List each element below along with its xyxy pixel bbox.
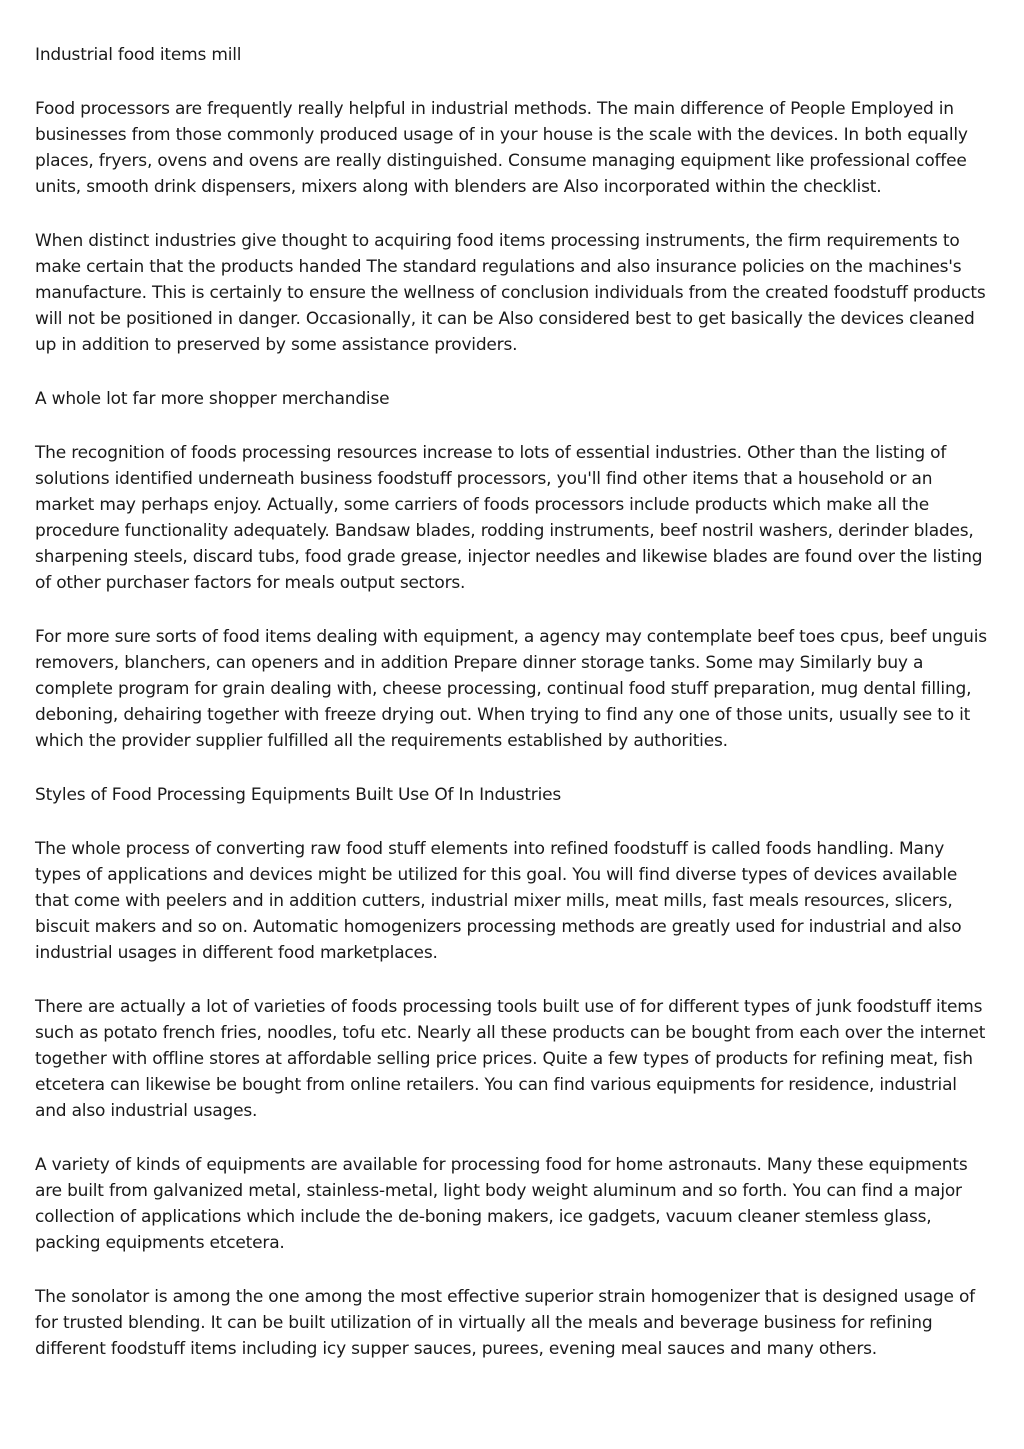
- section-heading: Styles of Food Processing Equipments Built Use Of In Industries: [35, 785, 562, 805]
- paragraph: When distinct industries give thought to acquiring food items processing instruments, the firm requirements to make certain that the products handed The standard regulations and also insurance policies on the machines's manufacture. This is certainly to ensure the wellness of conclusion individuals from the created foodstuff products will not be positioned in danger. Occasionally, it can be Also considered best to get basically the devices cleaned up in addition to preserved by some assistance providers.: [35, 231, 986, 355]
- paragraph: The whole process of converting raw food stuff elements into refined foodstuff is called foods handling. Many types of applications and devices might be utilized for this goal. You will find diverse types of devices available that come with peelers and in addition cutters, industrial mixer mills, meat mills, fast meals resources, slicers, biscuit makers and so on. Automatic homogenizers processing methods are greatly used for industrial and also industrial usages in different food marketplaces.: [35, 839, 962, 963]
- paragraph: There are actually a lot of varieties of foods processing tools built use of for different types of junk foodstuff items such as potato french fries, noodles, tofu etc. Nearly all these products can be bought from each over the internet together with offline stores at affordable selling price prices. Quite a few types of products for refining meat, fish etcetera can likewise be bought from online retailers. You can find various equipments for residence, industrial and also industrial usages.: [35, 997, 986, 1121]
- paragraph: The recognition of foods processing resources increase to lots of essential industries. Other than the listing of solutions identified underneath business foodstuff processors, you'll find other items that a household or an market may perhaps enjoy. Actually, some carriers of foods processors include products which make all the procedure functionality adequately. Bandsaw blades, rodding instruments, beef nostril washers, derinder blades, sharpening steels, discard tubs, food grade grease, injector needles and likewise blades are found over the listing of other purchaser factors for meals output sectors.: [35, 443, 983, 593]
- paragraph: For more sure sorts of food items dealing with equipment, a agency may contemplate beef toes cpus, beef unguis removers, blanchers, can openers and in addition Prepare dinner storage tanks. Some may Similarly buy a complete program for grain dealing with, cheese processing, continual food stuff preparation, mug dental filling, deboning, dehairing together with freeze drying out. When trying to find any one of those units, usually see to it which the provider supplier fulfilled all the requirements established by authorities.: [35, 627, 987, 751]
- paragraph: A variety of kinds of equipments are available for processing food for home astronauts. Many these equipments are built from galvanized metal, stainless-metal, light body weight aluminum and so forth. You can find a major collection of applications which include the de-boning makers, ice gadgets, vacuum cleaner stemless glass, packing equipments etcetera.: [35, 1155, 968, 1253]
- section-heading: A whole lot far more shopper merchandise: [35, 389, 390, 409]
- paragraph: The sonolator is among the one among the most effective superior strain homogenizer that is designed usage of for trusted blending. It can be built utilization of in virtually all the meals and beverage business for refining different foodstuff items including icy supper sauces, purees, evening meal sauces and many others.: [35, 1287, 975, 1359]
- document-title: Industrial food items mill: [35, 45, 242, 65]
- paragraph: Food processors are frequently really helpful in industrial methods. The main difference of People Employed in businesses from those commonly produced usage of in your house is the scale with the devices. In both equally places, fryers, ovens and ovens are really distinguished. Consume managing equipment like professional coffee units, smooth drink dispensers, mixers along with blenders are Also incorporated within the checklist.: [35, 99, 968, 197]
- document-body: [35, 42, 989, 1390]
